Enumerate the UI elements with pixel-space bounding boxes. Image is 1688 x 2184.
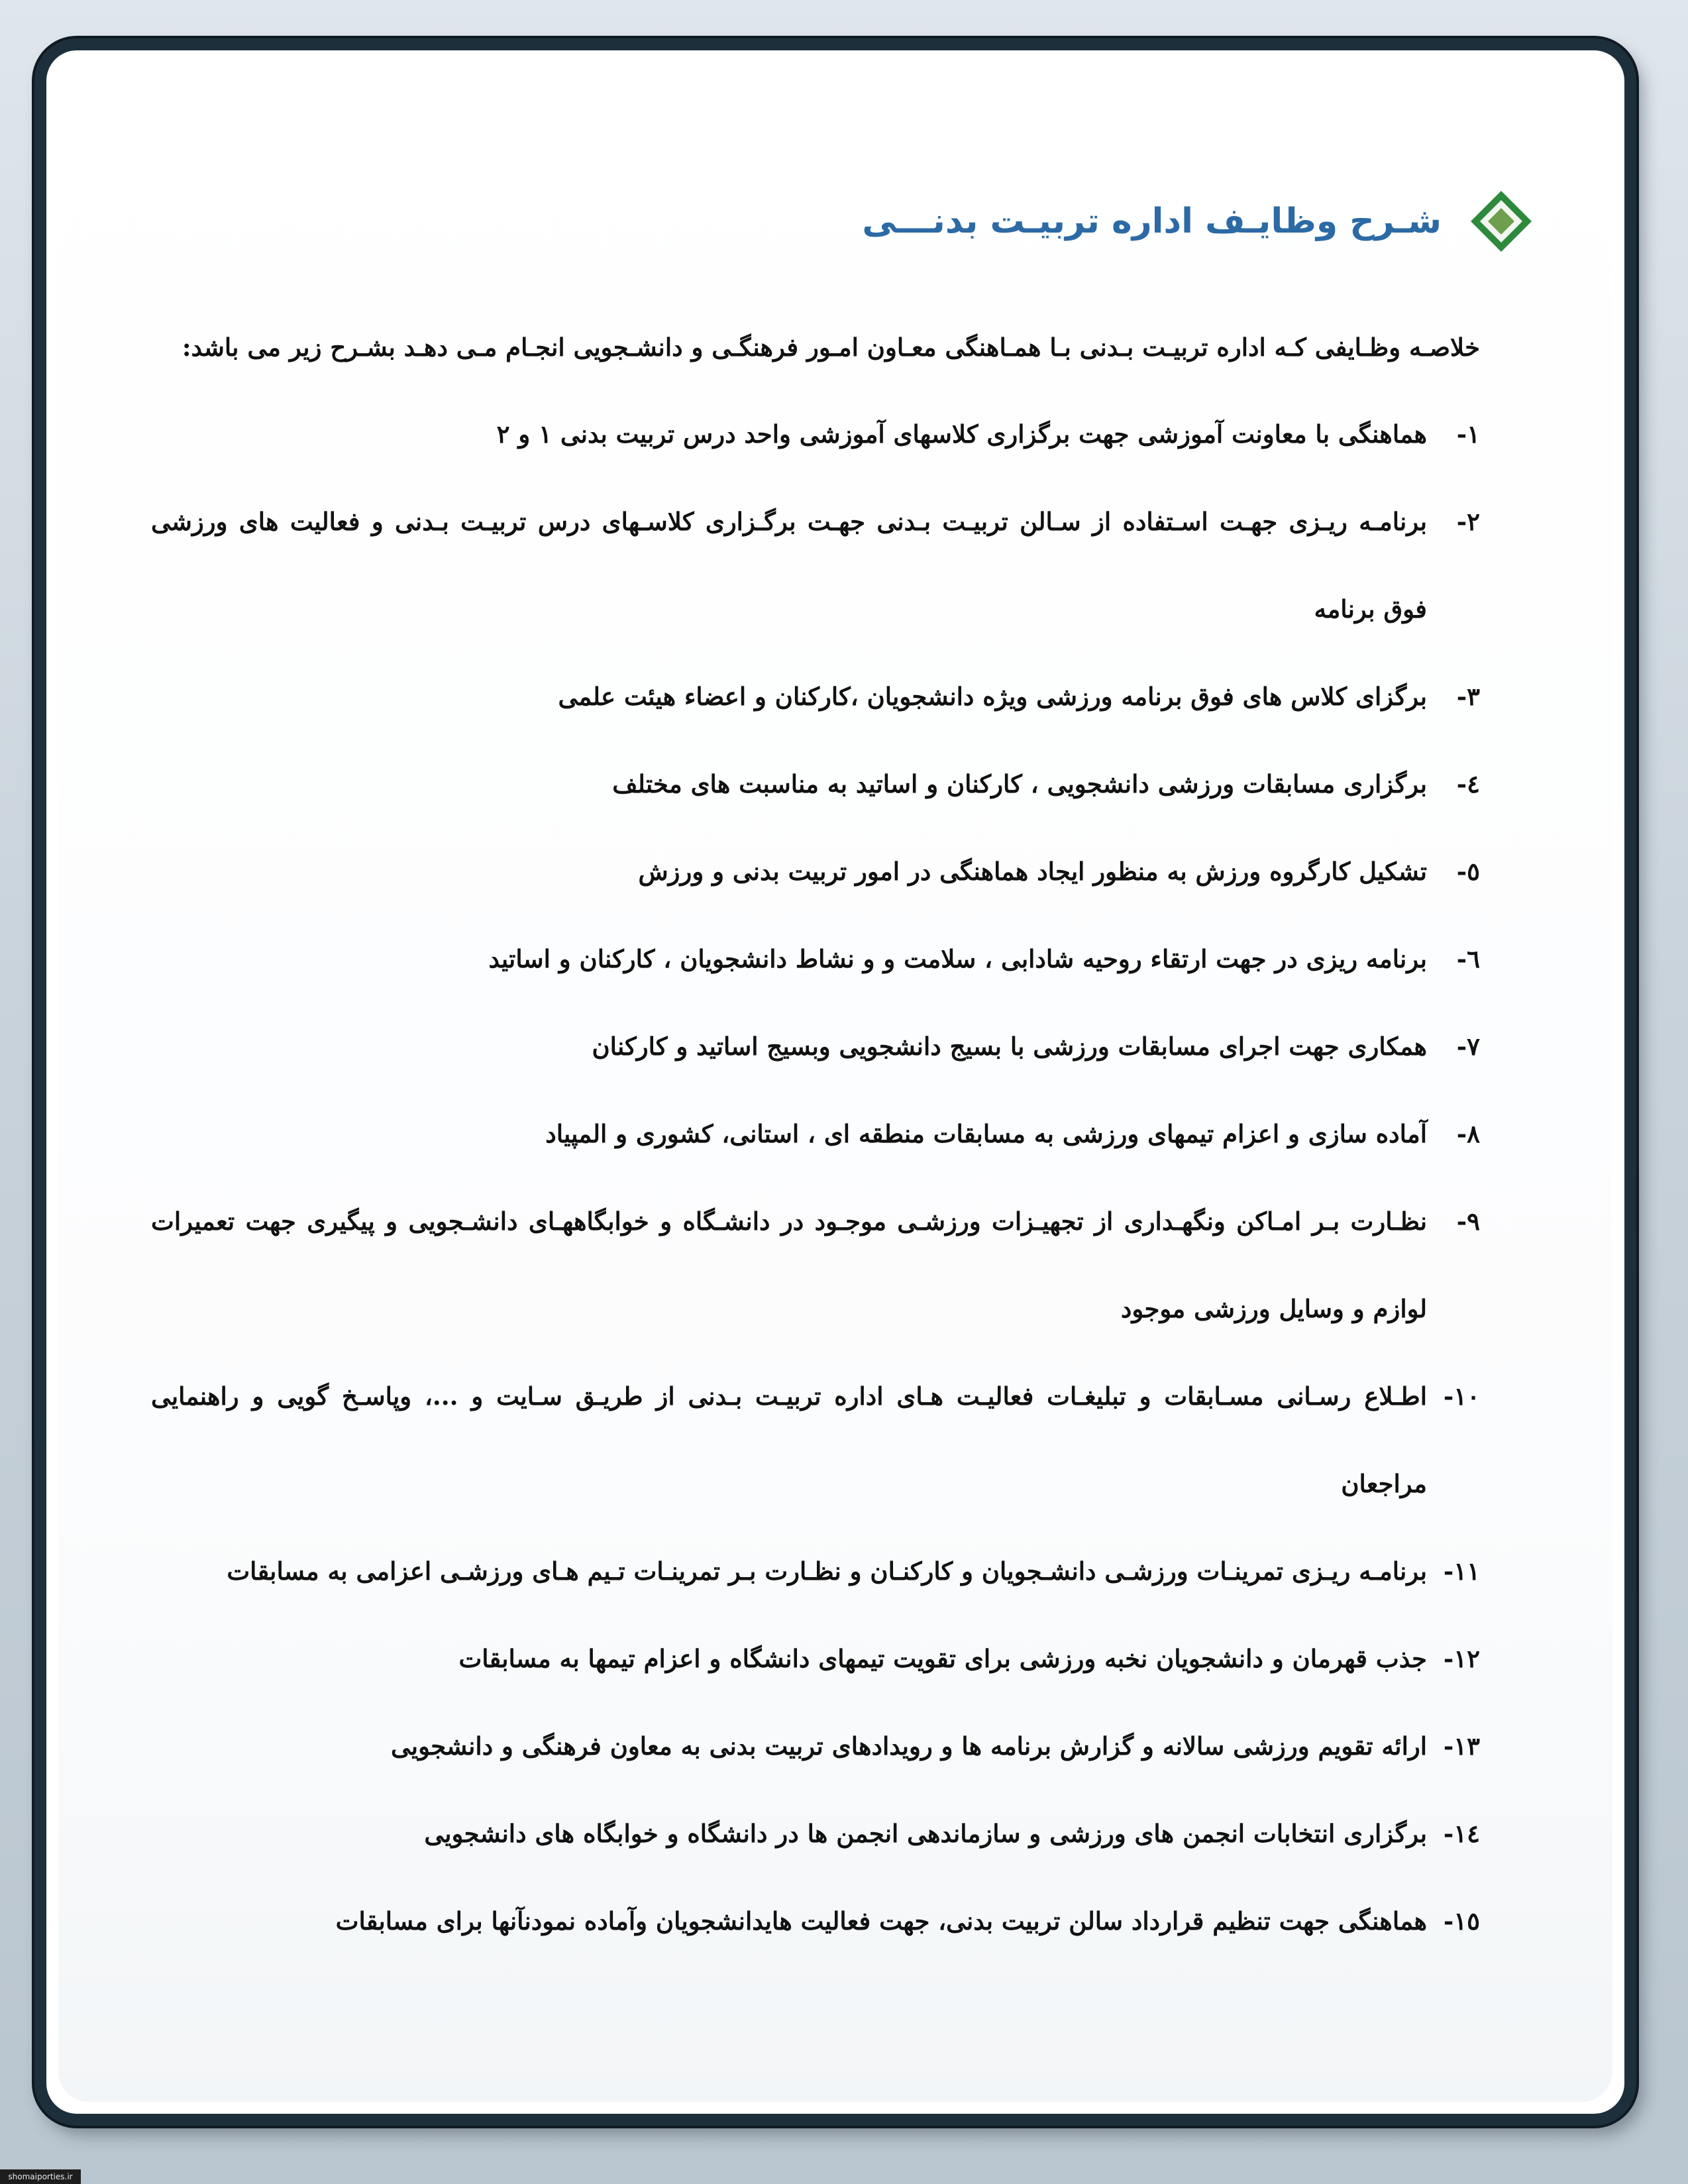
- page-frame: [34, 38, 1636, 2126]
- page-title: شـرح وظایـف اداره تربیـت بدنـــی: [862, 201, 1442, 241]
- duty-text: هماهنگی جهت تنظیم قرارداد سالن تربیت بدنی، جهت فعالیت هایدانشجویان وآماده نمودنآنها برای مسابقات: [335, 1906, 1427, 1936]
- duty-number: ١-: [1456, 419, 1480, 449]
- duty-number: ٩-: [1456, 1207, 1480, 1236]
- content: [151, 304, 1480, 1965]
- intro-paragraph: خلاصـه وظـایفی کـه اداره تربیـت بـدنی بـا همـاهنگی معـاون امـور فرهنگـی و دانشـجویی انجـام مـی دهـد بشـرح زیر می باشد:: [182, 333, 1480, 362]
- duty-text: جذب قهرمان و دانشجویان نخبه ورزشی برای تقویت تیمهای دانشگاه و اعزام تیمها به مسابقات: [458, 1644, 1427, 1673]
- duty-list: [151, 390, 1480, 1965]
- duty-item: [151, 1352, 1480, 1527]
- duty-text: نظـارت بـر امـاکن ونگهـداری از تجهیـزات ورزشـی موجـود در دانشـگاه و خوابگاههـای دانشـجویی و پیگیری جهت تعمیرات لوازم و وسایل ورزشی موجود: [151, 1207, 1427, 1323]
- duty-item: [151, 390, 1480, 478]
- duty-number: ٦-: [1456, 944, 1480, 973]
- duty-number: ١١-: [1443, 1556, 1480, 1586]
- duty-text: همکاری جهت اجرای مسابقات ورزشی با بسیج دانشجویی وبسیج اساتید و کارکنان: [592, 1032, 1427, 1061]
- duty-item: [151, 478, 1480, 653]
- duty-item: [151, 653, 1480, 740]
- duty-item: [151, 1003, 1480, 1090]
- title-row: [862, 175, 1534, 268]
- duty-number: ٣-: [1456, 682, 1480, 711]
- duty-number: ٥-: [1456, 857, 1480, 886]
- duty-item: [151, 1527, 1480, 1615]
- duty-item: [151, 740, 1480, 828]
- duty-text: برگزاری مسابقات ورزشی دانشجویی ، کارکنان و اساتید به مناسبت های مختلف: [612, 769, 1427, 798]
- duty-text: برگزای کلاس های فوق برنامه ورزشی ویژه دانشجویان ،کارکنان و اعضاء هیئت علمی: [558, 682, 1427, 711]
- duty-number: ١٣-: [1443, 1731, 1480, 1761]
- duty-item: [151, 1877, 1480, 1965]
- duty-number: ١٢-: [1443, 1644, 1480, 1673]
- duty-number: ٨-: [1456, 1119, 1480, 1148]
- duty-text: برنامه ریزی در جهت ارتقاء روحیه شادابی ، سلامت و و نشاط دانشجویان ، کارکنان و اساتید: [488, 944, 1427, 973]
- duty-number: ١٠-: [1443, 1382, 1480, 1411]
- duty-item: [151, 1090, 1480, 1177]
- duty-item: [151, 828, 1480, 915]
- duty-text: تشکیل کارگروه ورزش به منظور ایجاد هماهنگی در امور تربیت بدنی و ورزش: [638, 857, 1427, 886]
- duty-number: ٤-: [1456, 769, 1480, 798]
- duty-number: ٢-: [1456, 507, 1480, 536]
- diamond-bullet-icon: [1468, 188, 1534, 254]
- duty-item: [151, 1615, 1480, 1702]
- duty-text: ارائه تقویم ورزشی سالانه و گزارش برنامه ها و رویدادهای تربیت بدنی به معاون فرهنگی و دانشجویی: [390, 1731, 1427, 1761]
- page-sheet: [58, 62, 1612, 2102]
- duty-number: ١٤-: [1443, 1819, 1480, 1848]
- duty-text: برنامـه ریـزی تمرینـات ورزشـی دانشـجویان و کارکنـان و نظـارت بـر تمرینـات تـیم هـای ورزشـی اعزامی به مسابقات: [227, 1556, 1427, 1586]
- duty-number: ١٥-: [1443, 1906, 1480, 1936]
- watermark: shomaiporties.ir: [0, 2169, 81, 2184]
- duty-item: [151, 1702, 1480, 1790]
- duty-item: [151, 915, 1480, 1003]
- duty-text: برنامـه ریـزی جهـت اسـتفاده از سـالن تربیـت بـدنی جهـت برگـزاری کلاسـهای درس تربیـت بـدنی و فعالیت های ورزشی فوق برنامه: [151, 507, 1427, 624]
- duty-text: آماده سازی و اعزام تیمهای ورزشی به مسابقات منطقه ای ، استانی، کشوری و المپیاد: [545, 1119, 1427, 1148]
- duty-text: اطـلاع رسـانی مسـابقات و تبلیغـات فعالیـت هـای اداره تربیـت بـدنی از طریـق سـایت و ...، وپاسـخ گویی و راهنمایی مراجعان: [151, 1382, 1427, 1498]
- duty-number: ٧-: [1456, 1032, 1480, 1061]
- duty-item: [151, 1177, 1480, 1352]
- duty-item: [151, 1790, 1480, 1877]
- duty-text: هماهنگی با معاونت آموزشی جهت برگزاری کلاسهای آموزشی واحد درس تربیت بدنی ١ و ٢: [496, 419, 1427, 449]
- duty-text: برگزاری انتخابات انجمن های ورزشی و سازماندهی انجمن ها در دانشگاه و خوابگاه های دانشجویی: [424, 1819, 1427, 1848]
